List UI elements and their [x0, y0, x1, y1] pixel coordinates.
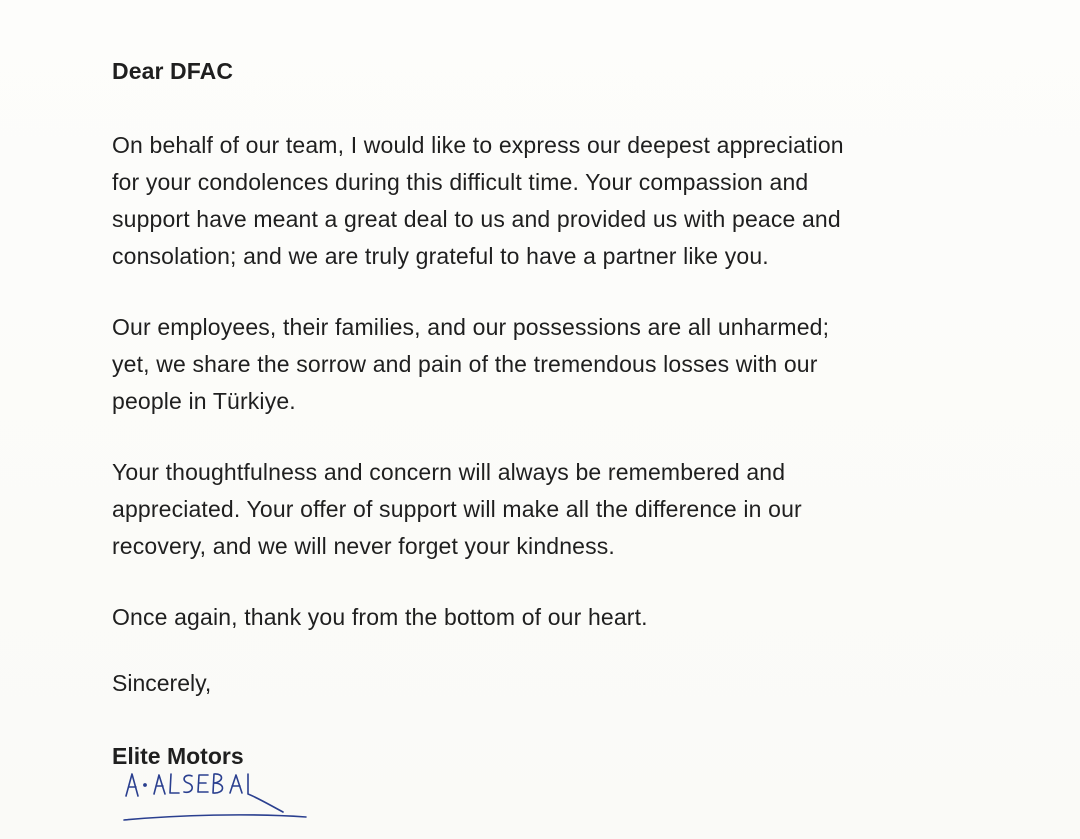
paragraph-line: for your condolences during this difficult time. Your compassion and [112, 169, 809, 195]
paragraph-line: Our employees, their families, and our possessions are all unharmed; [112, 314, 830, 340]
paragraph-line: On behalf of our team, I would like to express our deepest appreciation [112, 132, 844, 158]
paragraph-status [112, 309, 1012, 420]
paragraph-line: people in Türkiye. [112, 388, 296, 414]
paragraph-final [112, 599, 1012, 636]
paragraph-line: recovery, and we will never forget your kindness. [112, 533, 615, 559]
paragraph-line: appreciated. Your offer of support will make all the difference in our [112, 496, 802, 522]
paragraph-line: Once again, thank you from the bottom of our heart. [112, 604, 648, 630]
closing: Sincerely, [112, 670, 212, 696]
handwritten-signature [118, 768, 318, 828]
paragraph-line: consolation; and we are truly grateful to have a partner like you. [112, 243, 769, 269]
paragraph-line: yet, we share the sorrow and pain of the tremendous losses with our [112, 351, 818, 377]
sender-name: Elite Motors [112, 743, 244, 769]
paragraph-line: support have meant a great deal to us and provided us with peace and [112, 206, 841, 232]
greeting: Dear DFAC [112, 58, 234, 84]
paragraph-thanks [112, 454, 1012, 565]
paragraph-line: Your thoughtfulness and concern will always be remembered and [112, 459, 786, 485]
paragraph-appreciation [112, 127, 1012, 275]
letter-body [112, 58, 1012, 770]
